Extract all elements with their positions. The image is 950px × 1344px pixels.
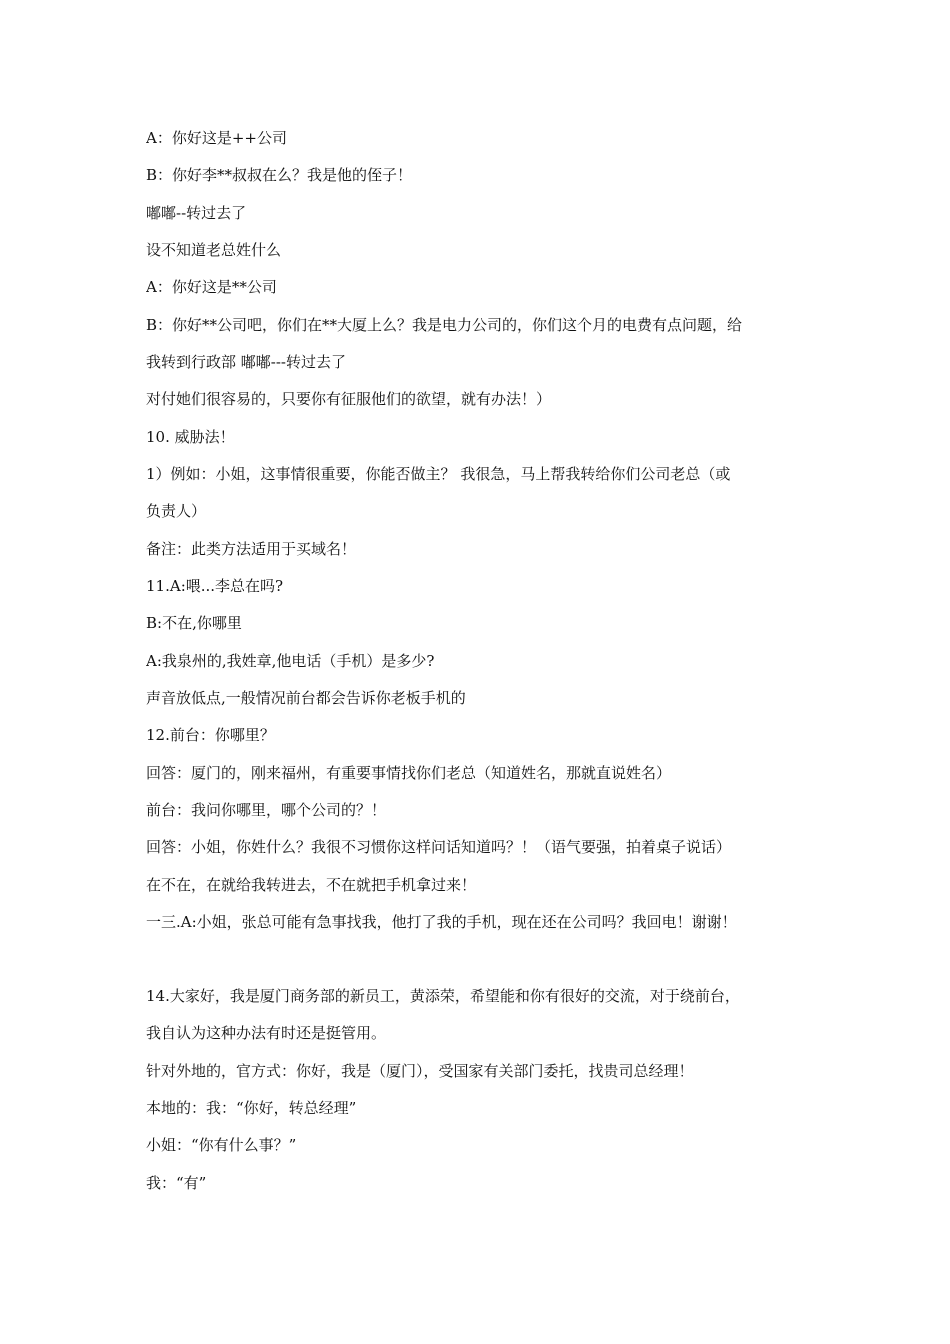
text-line: 本地的：我：“你好，转总经理”	[146, 1099, 357, 1117]
text-line: 前台：我问你哪里，哪个公司的？！	[146, 801, 387, 819]
text-line: A：你好这是++公司	[146, 129, 287, 147]
text-line: 嘟嘟--转过去了	[146, 204, 247, 222]
section-heading: 14.大家好，我是厦门商务部的新员工，黄添荣，希望能和你有很好的交流，对于绕前台，	[146, 987, 740, 1005]
text-line: A：你好这是**公司	[146, 278, 277, 296]
text-line: 我自认为这种办法有时还是挺管用。	[146, 1024, 387, 1042]
text-line: 回答：厦门的，刚来福州，有重要事情找你们老总（知道姓名，那就直说姓名）	[146, 764, 672, 782]
section-heading: 12.前台：你哪里？	[146, 726, 275, 744]
text-line: 我：“有”	[146, 1174, 207, 1192]
text-line: 我转到行政部 嘟嘟---转过去了	[146, 353, 346, 371]
text-line: 备注：此类方法适用于买域名！	[146, 540, 357, 558]
text-line: 在不在，在就给我转进去，不在就把手机拿过来！	[146, 876, 477, 894]
section-heading: 11.A:喂...李总在吗?	[146, 577, 284, 595]
text-line: 回答：小姐，你姓什么？我很不习惯你这样问话知道吗？！（语气要强，拍着桌子说话）	[146, 838, 732, 856]
text-line: 小姐：“你有什么事？”	[146, 1136, 297, 1154]
text-line: A:我泉州的,我姓章,他电话（手机）是多少?	[146, 652, 435, 670]
text-line: B：你好**公司吧，你们在**大厦上么？我是电力公司的，你们这个月的电费有点问题，给	[146, 316, 743, 334]
text-line: B:不在,你哪里	[146, 614, 242, 632]
text-line: 声音放低点,一般情况前台都会告诉你老板手机的	[146, 689, 466, 707]
text-line: 设不知道老总姓什么	[146, 241, 282, 259]
section-heading: 10. 威胁法！	[146, 428, 235, 446]
section-heading: 一三.A:小姐，张总可能有急事找我，他打了我的手机，现在还在公司吗？我回电！谢谢！	[146, 913, 737, 931]
text-line: 负责人）	[146, 502, 207, 520]
text-line: 1）例如：小姐，这事情很重要，你能否做主？ 我很急，马上帮我转给你们公司老总（或	[146, 465, 731, 483]
text-line: 针对外地的，官方式：你好，我是（厦门），受国家有关部门委托，找贵司总经理！	[146, 1062, 694, 1080]
text-line: 对付她们很容易的，只要你有征服他们的欲望，就有办法！）	[146, 390, 552, 408]
text-line: B：你好李**叔叔在么？我是他的侄子！	[146, 166, 413, 184]
